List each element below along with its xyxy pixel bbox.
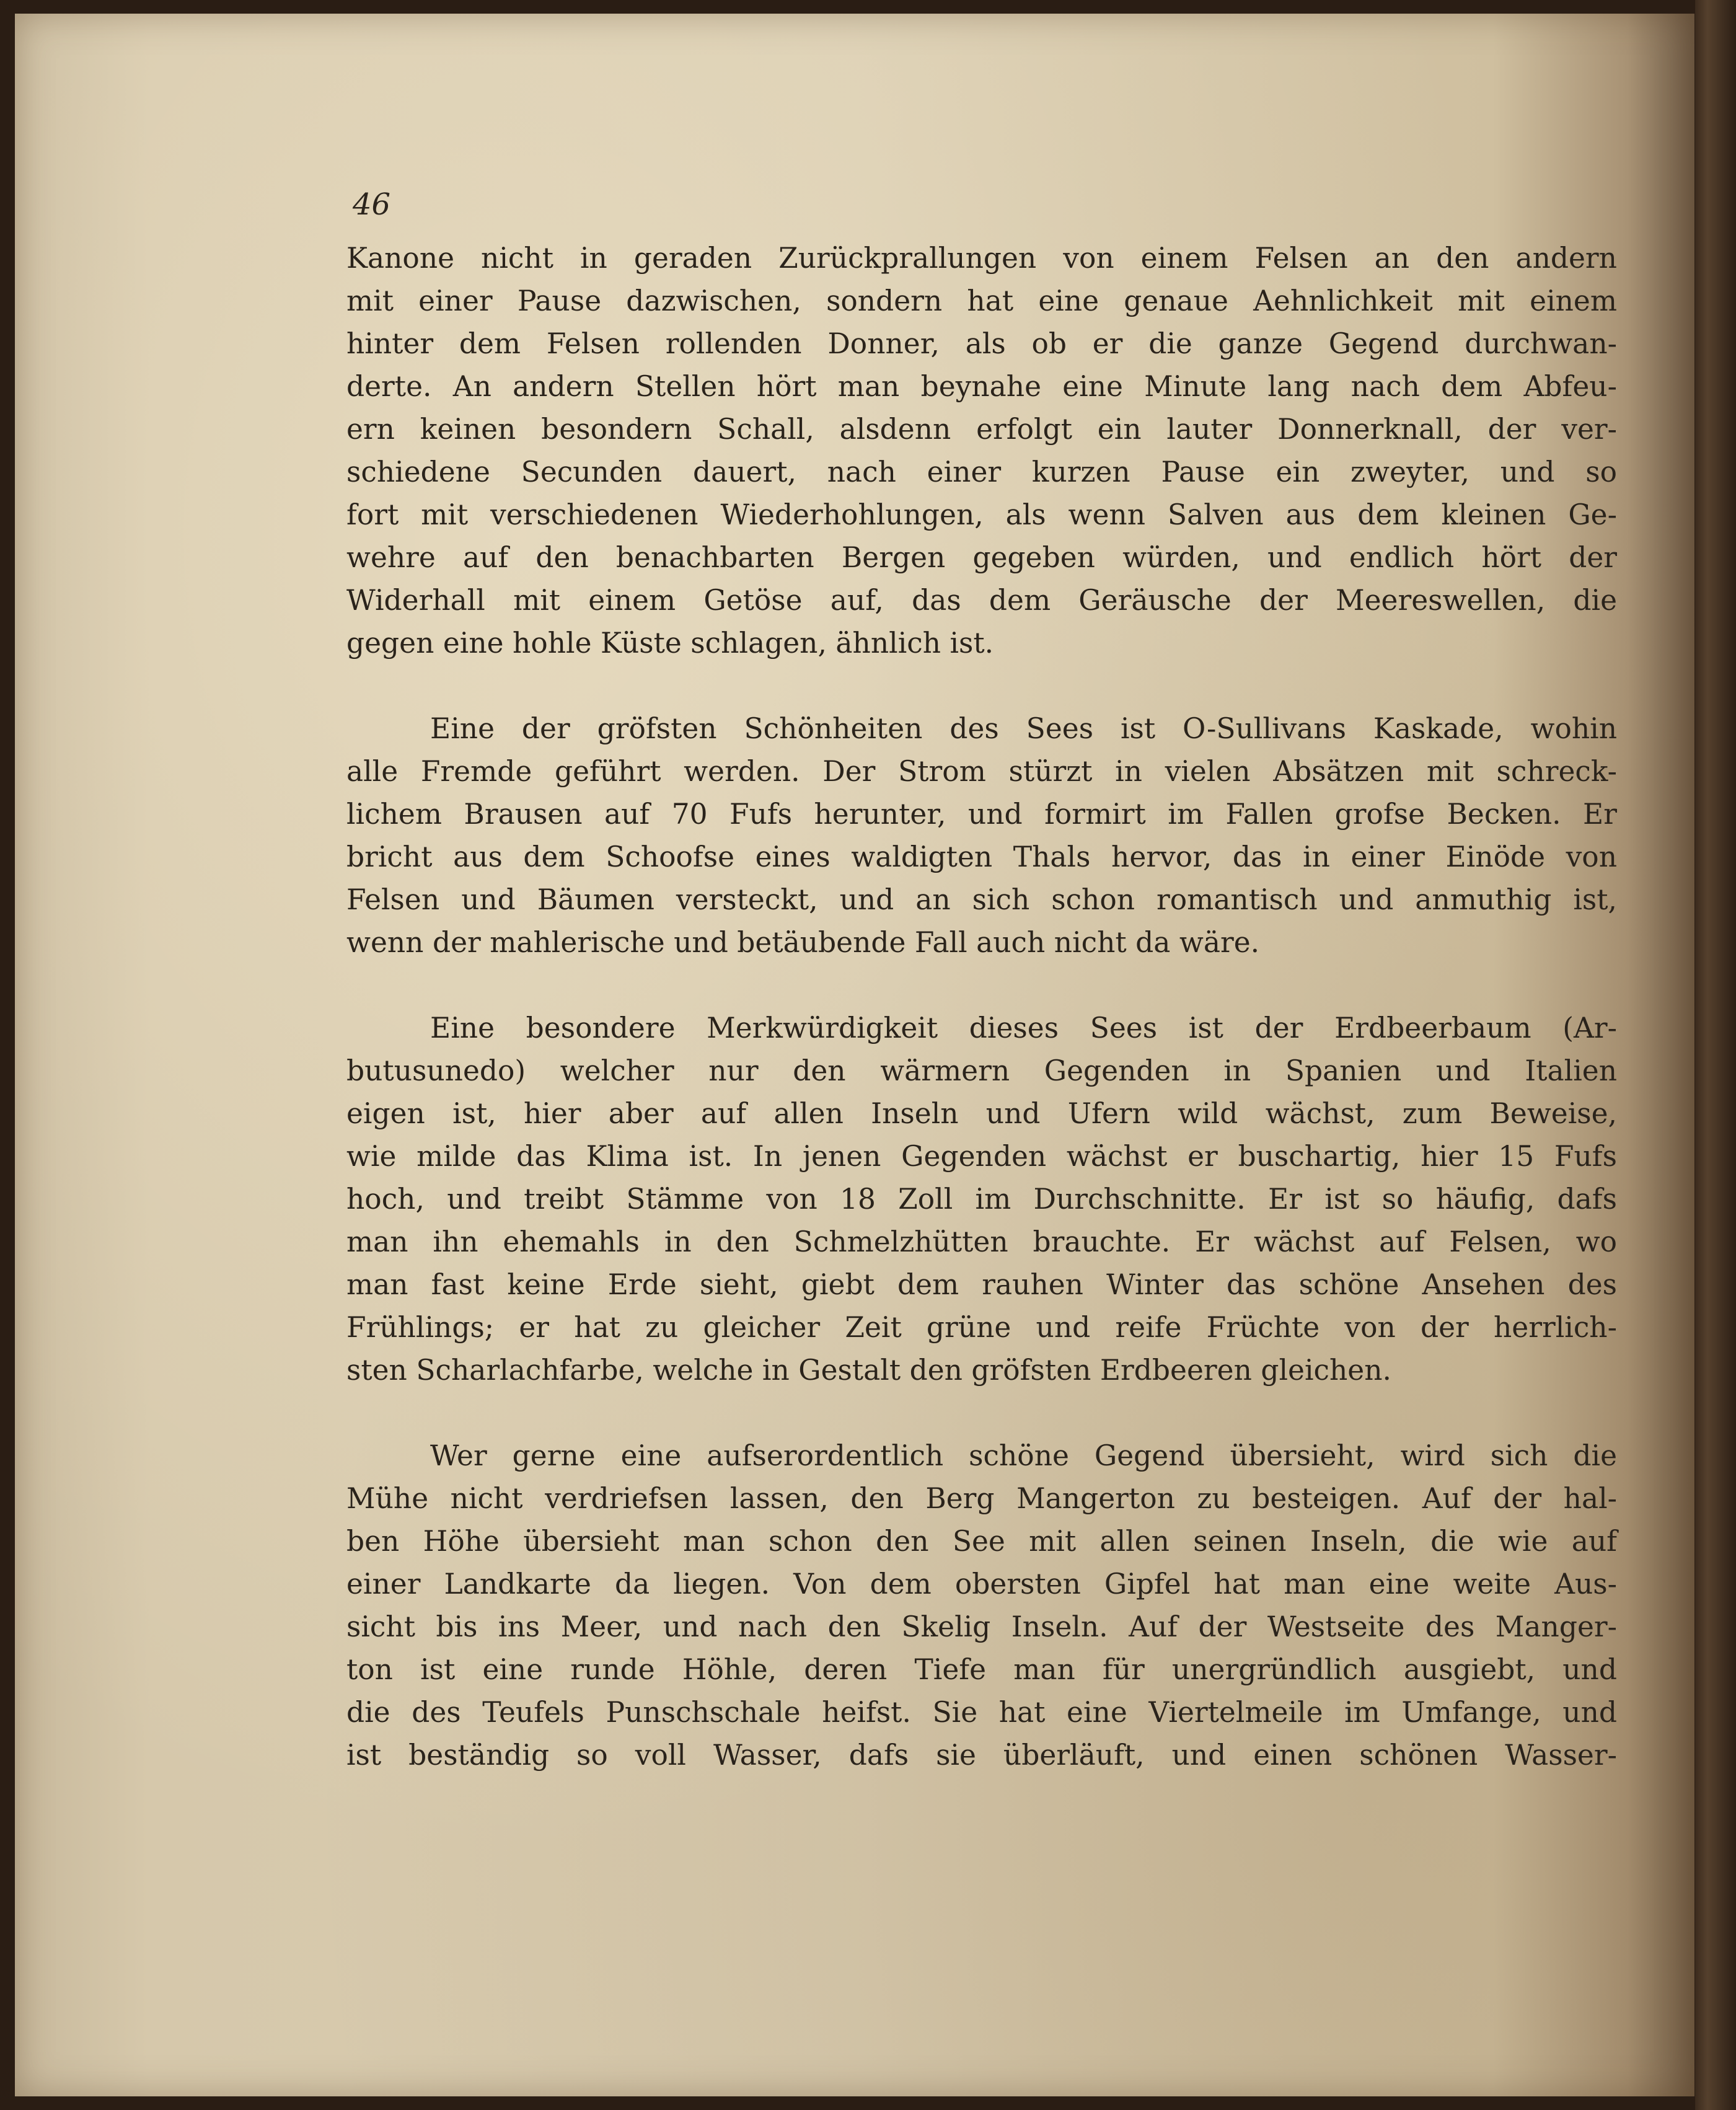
book-page bbox=[15, 14, 1694, 2096]
text-line: gegen eine hohle Küste schlagen, ähnlich ist. bbox=[346, 627, 994, 660]
text-line: wie milde das Klima ist. In jenen Gegenden wächst er buschartig, hier 15 Fufs bbox=[346, 1140, 1617, 1173]
paragraph-2 bbox=[346, 707, 1617, 964]
text-line: Kanone nicht in geraden Zurückprallungen von einem Felsen an den andern bbox=[346, 242, 1617, 275]
text-line: einer Landkarte da liegen. Von dem obersten Gipfel hat man eine weite Aus- bbox=[346, 1568, 1617, 1600]
text-line: Frühlings; er hat zu gleicher Zeit grüne und reife Früchte von der herrlich- bbox=[346, 1311, 1617, 1344]
paragraph-3 bbox=[346, 1007, 1617, 1392]
text-line: butusunedo) welcher nur den wärmern Gegenden in Spanien und Italien bbox=[346, 1054, 1617, 1087]
text-line: hinter dem Felsen rollenden Donner, als ob er die ganze Gegend durchwan- bbox=[346, 327, 1617, 360]
text-line: derte. An andern Stellen hört man beynahe eine Minute lang nach dem Abfeu- bbox=[346, 370, 1617, 403]
text-line: Wer gerne eine aufserordentlich schöne Gegend übersieht, wird sich die bbox=[430, 1439, 1617, 1472]
text-line: ben Höhe übersieht man schon den See mit allen seinen Inseln, die wie auf bbox=[346, 1525, 1617, 1558]
text-line: Eine der gröfsten Schönheiten des Sees ist O-Sullivans Kaskade, wohin bbox=[430, 712, 1617, 745]
text-line: Mühe nicht verdriefsen lassen, den Berg Mangerton zu besteigen. Auf der hal- bbox=[346, 1482, 1617, 1515]
book-binding-gutter bbox=[1695, 0, 1736, 2110]
text-line: schiedene Secunden dauert, nach einer kurzen Pause ein zweyter, und so bbox=[346, 456, 1617, 488]
text-line: die des Teufels Punschschale heifst. Sie hat eine Viertelmeile im Umfange, und bbox=[346, 1696, 1617, 1729]
text-line: man ihn ehemahls in den Schmelzhütten brauchte. Er wächst auf Felsen, wo bbox=[346, 1225, 1617, 1258]
text-line: alle Fremde geführt werden. Der Strom stürzt in vielen Absätzen mit schreck- bbox=[346, 755, 1617, 788]
text-line: ton ist eine runde Höhle, deren Tiefe man für unergründlich ausgiebt, und bbox=[346, 1653, 1617, 1686]
text-line: Widerhall mit einem Getöse auf, das dem Geräusche der Meereswellen, die bbox=[346, 584, 1617, 617]
text-line: sten Scharlachfarbe, welche in Gestalt den gröfsten Erdbeeren gleichen. bbox=[346, 1354, 1391, 1387]
text-line: ist beständig so voll Wasser, dafs sie überläuft, und einen schönen Wasser- bbox=[346, 1739, 1617, 1772]
text-line: hoch, und treibt Stämme von 18 Zoll im Durchschnitte. Er ist so häufig, dafs bbox=[346, 1183, 1617, 1216]
text-line: mit einer Pause dazwischen, sondern hat eine genaue Aehnlichkeit mit einem bbox=[346, 285, 1617, 317]
text-line: fort mit verschiedenen Wiederhohlungen, als wenn Salven aus dem kleinen Ge- bbox=[346, 498, 1617, 531]
text-line: sicht bis ins Meer, und nach den Skelig Inseln. Auf der Westseite des Manger- bbox=[346, 1610, 1617, 1643]
text-line: bricht aus dem Schoofse eines waldigten Thals hervor, das in einer Einöde von bbox=[346, 841, 1617, 873]
text-line: man fast keine Erde sieht, giebt dem rauhen Winter das schöne Ansehen des bbox=[346, 1268, 1617, 1301]
text-line: wenn der mahlerische und betäubende Fall auch nicht da wäre. bbox=[346, 926, 1260, 959]
text-line: eigen ist, hier aber auf allen Inseln und Ufern wild wächst, zum Beweise, bbox=[346, 1097, 1617, 1130]
text-line: Eine besondere Merkwürdigkeit dieses Sees ist der Erdbeerbaum (Ar- bbox=[430, 1012, 1617, 1044]
paragraph-4 bbox=[346, 1434, 1617, 1777]
text-line: lichem Brausen auf 70 Fufs herunter, und formirt im Fallen grofse Becken. Er bbox=[346, 798, 1617, 831]
text-line: wehre auf den benachbarten Bergen gegeben würden, und endlich hört der bbox=[346, 541, 1617, 574]
text-line: Felsen und Bäumen versteckt, und an sich schon romantisch und anmuthig ist, bbox=[346, 883, 1617, 916]
text-line: ern keinen besondern Schall, alsdenn erfolgt ein lauter Donnerknall, der ver- bbox=[346, 413, 1617, 446]
page-number: 46 bbox=[353, 187, 391, 222]
paragraph-1 bbox=[346, 237, 1617, 664]
body-text bbox=[346, 237, 1617, 1777]
